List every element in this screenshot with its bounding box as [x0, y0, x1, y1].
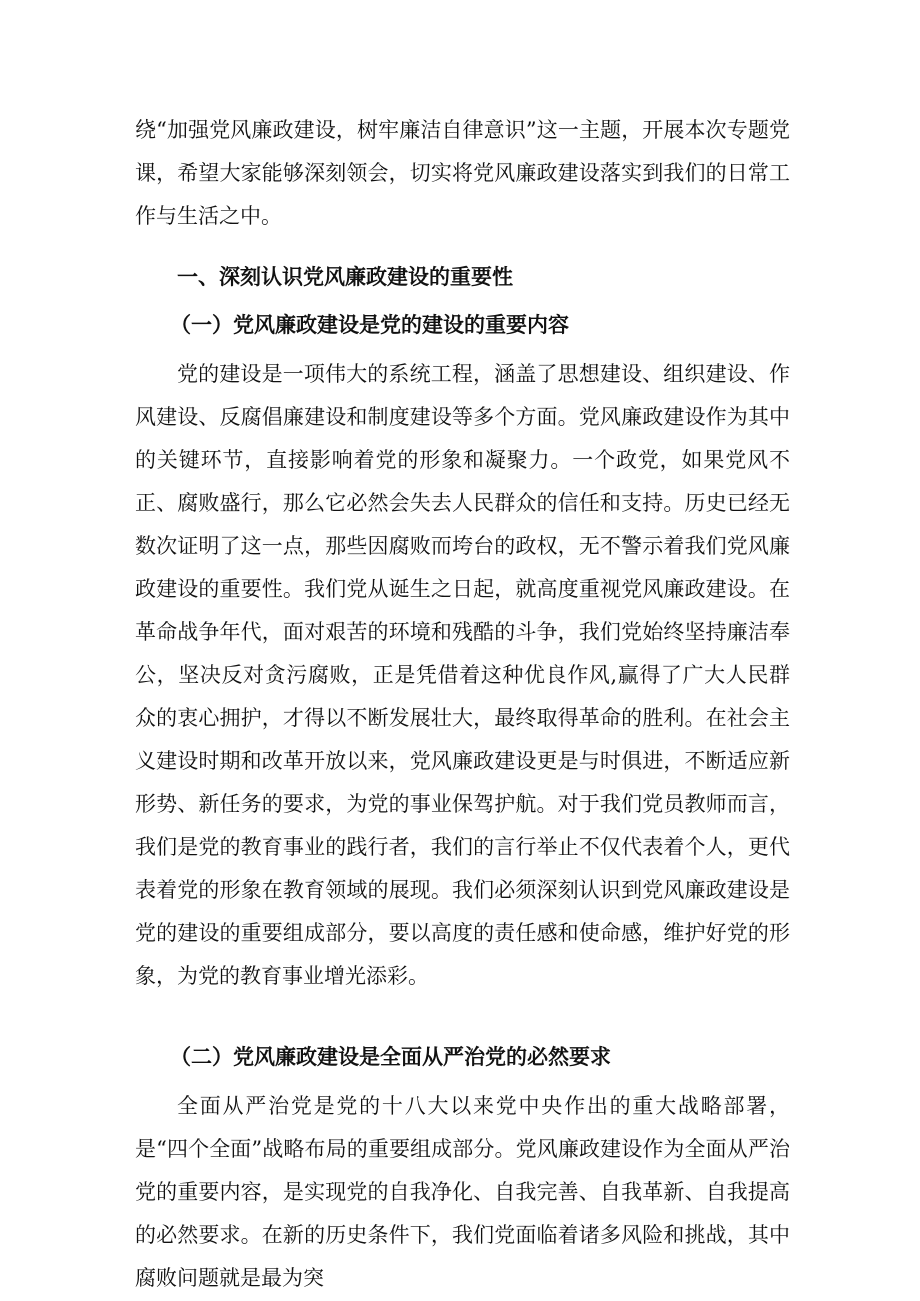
subsection-1-paragraph: 党的建设是一项伟大的系统工程，涵盖了思想建设、组织建设、作风建设、反腐倡廉建设和制度建设等多个方面。党风廉政建设作为其中的关键环节，直接影响着党的形象和凝聚力。一个政党，如果党风不正、腐败盛行，那么它必然会失去人民群众的信任和支持。历史已经无数次证明了这一点，那些因腐败而垮台的政权，无不警示着我们党风廉政建设的重要性。我们党从诞生之日起，就高度重视党风廉政建设。在革命战争年代，面对艰苦的环境和残酷的斗争，我们党始终坚持廉洁奉公，坚决反对贪污腐败，正是凭借着这种优良作风,赢得了广大人民群众的衷心拥护，才得以不断发展壮大，最终取得革命的胜利。在社会主义建设时期和改革开放以来，党风廉政建设更是与时俱进，不断适应新形势、新任务的要求，为党的事业保驾护航。对于我们党员教师而言，我们是党的教育事业的践行者，我们的言行举止不仅代表着个人，更代表着党的形象在教育领域的展现。我们必须深刻认识到党风廉政建设是党的建设的重要组成部分，要以高度的责任感和使命感，维护好党的形象，为党的教育事业增光添彩。 — [135, 362, 790, 988]
subsection-1-heading: （一）党风廉政建设是党的建设的重要内容 — [170, 312, 569, 337]
subsection-2-heading: （二）党风廉政建设是全面从严治党的必然要求 — [170, 1044, 611, 1069]
section-1-heading: 一、深刻认识党风廉政建设的重要性 — [177, 264, 513, 289]
intro-paragraph: 绕“加强党风廉政建设，树牢廉洁自律意识”这一主题，开展本次专题党课，希望大家能够深刻领会，切实将党风廉政建设落实到我们的日常工作与生活之中。 — [135, 118, 790, 228]
subsection-2-paragraph: 全面从严治党是党的十八大以来党中央作出的重大战略部署，是“四个全面”战略布局的重要组成部分。党风廉政建设作为全面从严治党的重要内容，是实现党的自我净化、自我完善、自我革新、自我提高的必然要求。在新的历史条件下，我们党面临着诸多风险和挑战，其中腐败问题就是最为突 — [135, 1094, 790, 1290]
